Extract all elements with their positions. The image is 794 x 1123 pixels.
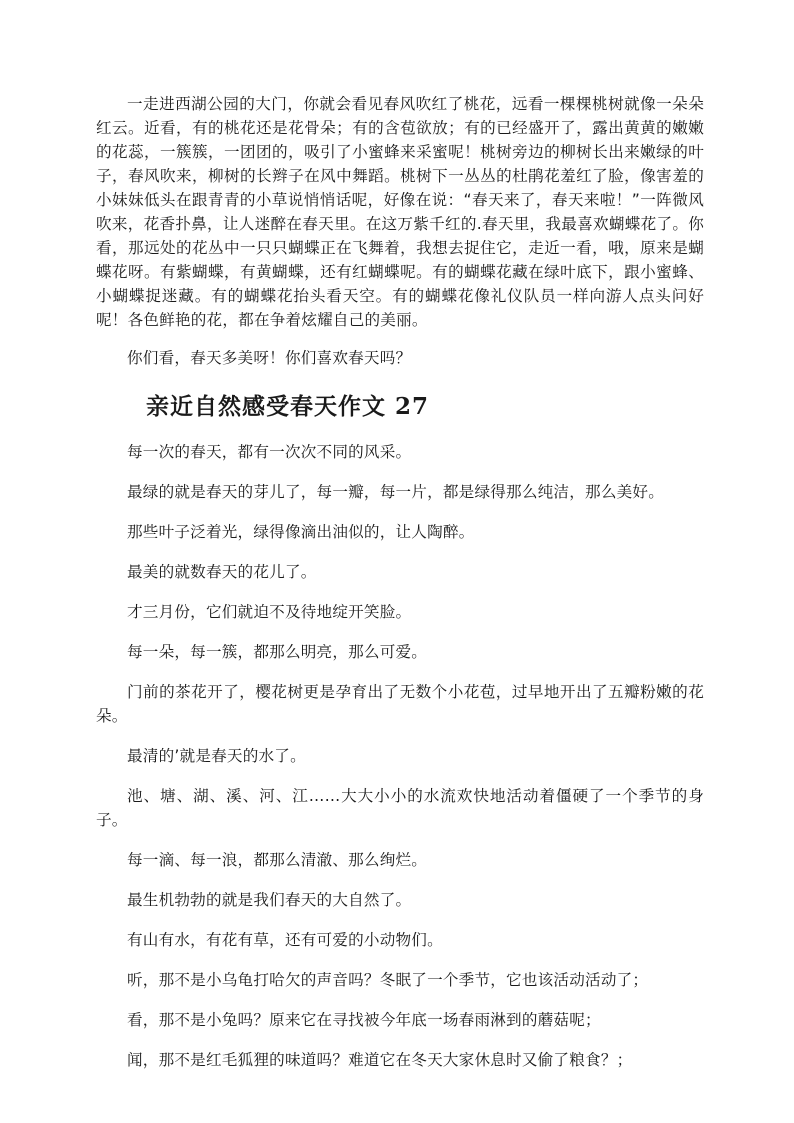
paragraph: 每一次的春天，都有一次次不同的风采。 — [127, 443, 412, 461]
paragraph: 池、塘、湖、溪、河、江……大大小小的水流欢快地活动着僵硬了一个季节的身子。 — [96, 787, 704, 829]
paragraph: 最绿的就是春天的芽儿了，每一瓣，每一片，都是绿得那么纯洁，那么美好。 — [127, 483, 664, 501]
paragraph: 那些叶子泛着光，绿得像滴出油似的，让人陶醉。 — [127, 523, 475, 541]
paragraph: 有山有水，有花有草，还有可爱的小动物们。 — [127, 931, 443, 949]
paragraph: 每一朵，每一簇，都那么明亮，那么可爱。 — [127, 643, 428, 661]
paragraph: 最美的就数春天的花儿了。 — [127, 563, 317, 581]
paragraph: 闻，那不是红毛狐狸的味道吗？难道它在冬天大家休息时又偷了粮食？； — [127, 1051, 633, 1069]
paragraph: 门前的茶花开了，樱花树更是孕育出了无数个小花苞，过早地开出了五瓣粉嫩的花朵。 — [96, 683, 704, 725]
paragraph: 你们看，春天多美呀！你们喜欢春天吗？ — [127, 349, 412, 367]
paragraph: 最生机勃勃的就是我们春天的大自然了。 — [127, 891, 412, 909]
paragraph: 每一滴、每一浪，都那么清澈、那么绚烂。 — [127, 851, 428, 869]
section-heading: 亲近自然感受春天作文 27 — [146, 393, 430, 420]
paragraph: 看，那不是小兔吗？原来它在寻找被今年底一场春雨淋到的蘑菇呢； — [127, 1011, 601, 1029]
paragraph: 听，那不是小乌龟打哈欠的声音吗？冬眠了一个季节，它也该活动活动了； — [127, 971, 649, 989]
paragraph: 一走进西湖公园的大门，你就会看见春风吹红了桃花，远看一棵棵桃树就像一朵朵红云。近看，有的桃花还是花骨朵；有的含苞欲放；有的已经盛开了，露出黄黄的嫩嫩的花蕊，一簇簇，一团团的，吸引了小蜜蜂来采蜜呢！桃树旁边的柳树长出来嫩绿的叶子，春风吹来，柳树的长辫子在风中舞蹈。桃树下一丛丛的杜鹃花羞红了脸，像害羞的小妹妹低头在跟青青的小草说悄悄话呢，好像在说：“春天来了，春天来啦！”一阵微风吹来，花香扑鼻，让人迷醉在春天里。在这万紫千红的.春天里，我最喜欢蝴蝶花了。你看，那远处的花丛中一只只蝴蝶正在飞舞着，我想去捉住它，走近一看，哦，原来是蝴蝶花呀。有紫蝴蝶，有黄蝴蝶，还有红蝴蝶呢。有的蝴蝶花藏在绿叶底下，跟小蜜蜂、小蝴蝶捉迷藏。有的蝴蝶花抬头看天空。有的蝴蝶花像礼仪队员一样向游人点头问好呢！各色鲜艳的花，都在争着炫耀自己的美丽。 — [96, 95, 704, 329]
paragraph: 最清的’就是春天的水了。 — [127, 747, 306, 765]
paragraph: 才三月份，它们就迫不及待地绽开笑脸。 — [127, 603, 412, 621]
